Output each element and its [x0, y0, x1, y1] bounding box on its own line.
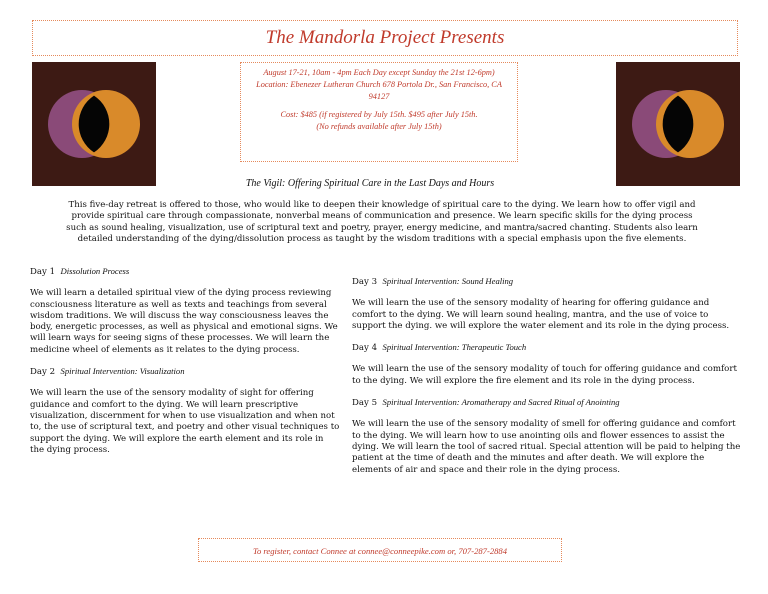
page-title: The Mandorla Project Presents [265, 27, 505, 48]
title-banner [32, 20, 738, 56]
day-heading: Day 1 Dissolution Process [30, 266, 130, 277]
event-dates: August 17-21, 10am - 4pm Each Day except Sunday the 21st 12-6pm) [263, 68, 495, 77]
course-subtitle: The Vigil: Offering Spiritual Care in the Last Days and Hours [245, 178, 495, 189]
event-cost: Cost: $485 (if registered by July 15th. $495 after July 15th. [280, 110, 478, 119]
day-heading: Day 5 Spiritual Intervention: Aromatherapy and Sacred Ritual of Anointing [352, 397, 620, 409]
day-description: We will learn the use of the sensory modality of sight for offering guidance and comfort to the dying. We will learn prescriptive visualization, discernment for when to use visualization and when not to, the use of scriptural text, and poetry and other visual techniques to support the dying. We will explore the earth element and its role in the dying process. [30, 388, 340, 455]
day-heading: Day 2 Spiritual Intervention: Visualization [30, 366, 185, 378]
event-info-box [240, 62, 518, 162]
register-contact-link[interactable]: To register, contact Connee at connee@conneepike.com or, 707-287-2884 [252, 546, 508, 556]
day-topic: Spiritual Intervention: Therapeutic Touch [382, 342, 527, 353]
day-topic: Spiritual Intervention: Sound Healing [382, 276, 514, 286]
day-heading: Day 4 Spiritual Intervention: Therapeutic Touch [352, 342, 527, 354]
event-location: Location: Ebenezer Lutheran Church 678 Portola Dr., San Francisco, CA 94127 [256, 80, 502, 101]
right-column [352, 276, 742, 486]
day-topic: Spiritual Intervention: Aromatherapy and Sacred Ritual of Anointing [382, 397, 620, 408]
course-intro: This five-day retreat is offered to those, who would like to deepen their knowledge of spiritual care to the dying. We learn how to offer vigil and provide spiritual care through compassionate, nonverbal means of communication and presence. We learn specific skills for the dying process such as sound healing, visualization, use of scriptural text and poetry, prayer, energy medicine, and mantra/sacred chanting. Students also learn detailed understanding of the dying/dissolution process as taught by the wisdom traditions with a special emphasis upon the five elements. [66, 200, 698, 244]
event-refunds: (No refunds available after July 15th) [316, 122, 442, 131]
day-description: We will learn a detailed spiritual view of the dying process reviewing consciousness literature as well as texts and teachings from several wisdom traditions. We will discuss the way consciousness leaves the body, energetic processes, as well as physical and emotional signs. We will learn ways for seeing signs of these processes. We will learn the medicine wheel of elements as it relates to the dying process. [30, 288, 338, 355]
mandorla-image-left [32, 62, 156, 186]
left-column [30, 266, 340, 466]
day-description: We will learn the use of the sensory modality of smell for offering guidance and comfort to the dying. We will learn how to use anointing oils and flower essences to assist the dying. We will learn the tool of sacred ritual. Special attention will be paid to helping the patient at the time of death and the minutes and after death. We will explore the elements of air and space and their role in the dying process. [352, 419, 741, 475]
mandorla-image-right [616, 62, 740, 186]
register-footer [198, 538, 562, 562]
day-topic: Spiritual Intervention: Visualization [60, 366, 185, 377]
day-description: We will learn the use of the sensory modality of hearing for offering guidance and comfort to the dying. We will learn sound healing, mantra, and the use of voice to support the dying. we will explore the water element and its role in the dying process. [352, 298, 730, 331]
day-heading: Day 3 Spiritual Intervention: Sound Healing [352, 276, 514, 287]
day-description: We will learn the use of the sensory modality of touch for offering guidance and comfort to the dying. We will explore the fire element and its role in the dying process. [352, 364, 737, 386]
day-topic: Dissolution Process [60, 266, 130, 276]
